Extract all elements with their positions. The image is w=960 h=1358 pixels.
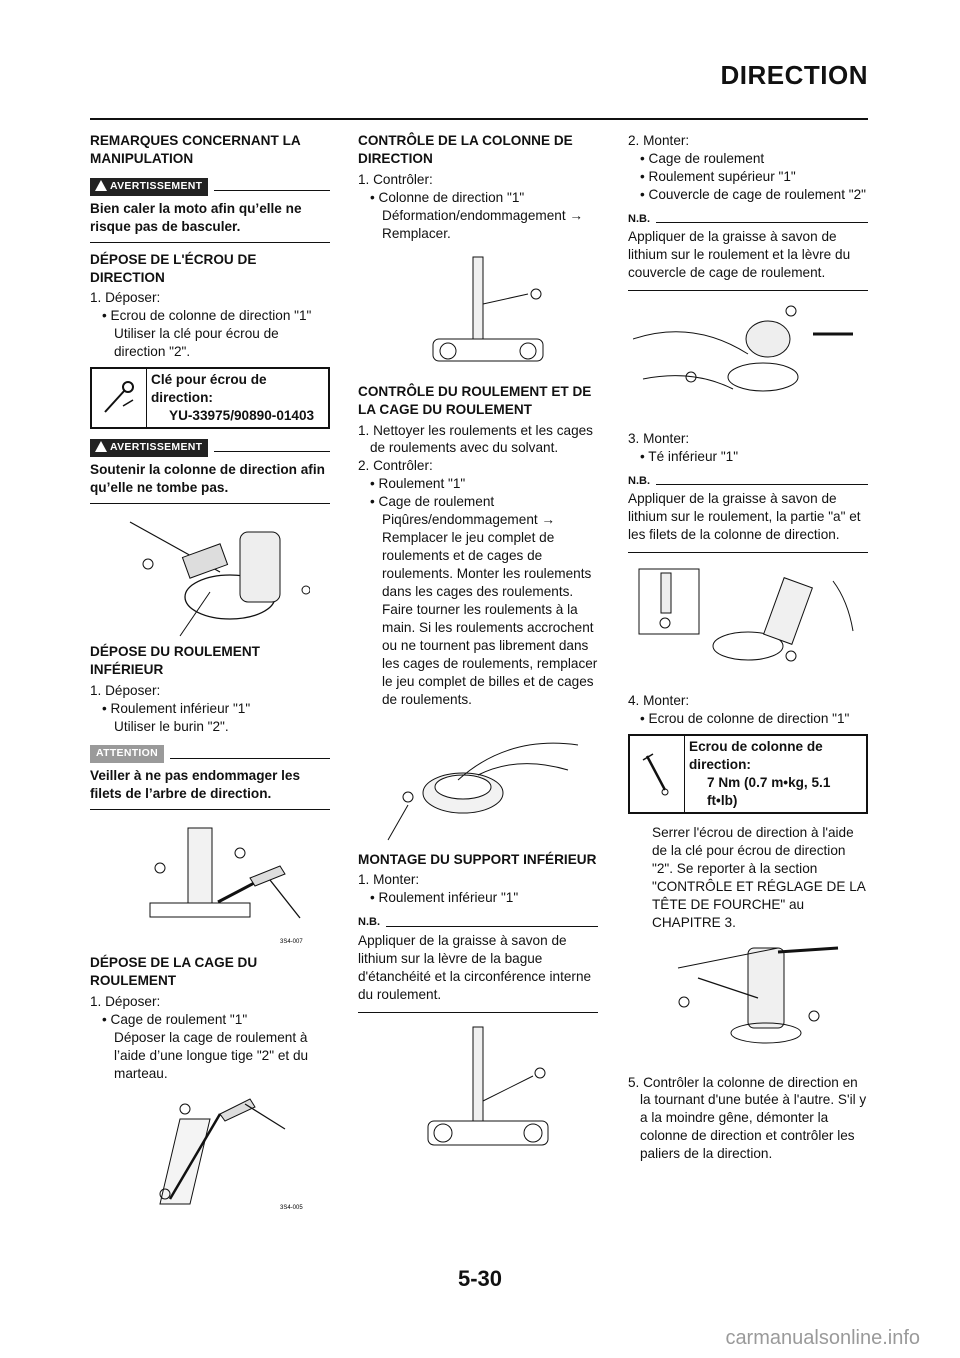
column-middle: [358, 132, 598, 1177]
watermark: carmanualsonline.info: [725, 1327, 920, 1349]
bullet-text: • Ecrou de colonne de direction "1": [102, 308, 312, 324]
figure-code: 3S4-005: [280, 1204, 303, 1211]
tool-value: 7 Nm (0.7 m•kg, 5.1 ft•lb): [707, 775, 831, 808]
lower-bracket-install-illustration: [633, 561, 863, 686]
note-text: Appliquer de la graisse à savon de lithium sur le roulement et la lèvre du couvercle de cage de roulement.: [628, 228, 868, 291]
attention-text: Veiller à ne pas endommager les filets de l’arbre de direction.: [90, 767, 330, 810]
note-header: [628, 474, 868, 489]
bearing-removal-illustration: [110, 818, 310, 948]
sub-text: Utiliser le burin "2".: [114, 718, 229, 734]
bullet-text: • Roulement inférieur "1": [102, 700, 251, 716]
bullet-text: • Roulement supérieur "1": [640, 168, 796, 184]
divider: [170, 758, 330, 759]
bullet-text: • Roulement inférieur "1": [370, 890, 519, 906]
page-number: 5-30: [457, 1266, 503, 1291]
note-text: Appliquer de la graisse à savon de lithium sur le roulement, la partie "a" et les filets de la colonne de direction.: [628, 490, 868, 553]
step-text: 1. Monter:: [358, 872, 420, 888]
note-label: N.B.: [628, 474, 650, 487]
header-rule: [90, 118, 868, 120]
tool-box-1: [90, 367, 330, 429]
divider: [214, 190, 330, 191]
column-left: [90, 132, 330, 1220]
heading-depose-roulement: DÉPOSE DU ROULEMENT INFÉRIEUR: [90, 643, 260, 677]
heading-remarques: REMARQUES CONCERNANT LA MANIPULATION: [90, 133, 301, 166]
warning-badge: AVERTISSEMENT: [90, 178, 208, 196]
warning-badge: AVERTISSEMENT: [90, 439, 208, 457]
sub-text: Serrer l'écrou de direction à l'aide de la clé pour écrou de direction "2". Se reporter à la section "CONTRÔLE ET RÉGLAGE DE LA TÊTE DE FOURCHE" au CHAPITRE 3.: [652, 824, 866, 930]
heading-montage-support: MONTAGE DU SUPPORT INFÉRIEUR: [358, 851, 597, 867]
step-text: 3. Monter:: [628, 431, 690, 447]
bullet-text: • Roulement "1": [370, 476, 466, 492]
tool-box-2: [628, 734, 868, 814]
sub-text: Déposer la cage de roulement à l’aide d’une longue tige "2" et du marteau.: [114, 1029, 309, 1081]
sub-text: Utiliser la clé pour écrou de direction "2".: [114, 326, 279, 360]
divider: [656, 222, 868, 223]
bullet-text: • Cage de roulement "1": [102, 1012, 248, 1028]
sub-text: Piqûres/endommagement → Remplacer le jeu complet de roulements et de cages de roulements. Monter les roulements dans les cages des roulements. Faire tourner les roulements à la main. Si les roulements accrochent ou ne tournent pas librement dans les cages de roulements, remplacer le jeu complet de billes et de cages de roulements.: [382, 512, 598, 707]
tool-name: Ecrou de colonne de direction:: [689, 739, 823, 773]
attention-header: [90, 745, 330, 763]
sub-text: Déformation/endommagement → Remplacer.: [382, 207, 583, 241]
bullet-text: • Té inférieur "1": [640, 449, 739, 465]
steering-nut-tighten-illustration: [638, 938, 858, 1068]
step-text: 1. Déposer:: [90, 682, 161, 698]
upper-bearing-illustration: [633, 299, 863, 424]
attention-badge: ATTENTION: [90, 745, 164, 763]
warning-header-2: [90, 439, 330, 457]
steering-stem-illustration: [378, 249, 578, 377]
step-text: 5. Contrôler la colonne de direction en la tournant d'une butée à l'autre. S'il y a la moindre gêne, démonter la colonne de direction et contrôler les paliers de la direction.: [628, 1074, 867, 1162]
torque-wrench-icon: [630, 736, 685, 812]
divider: [386, 926, 598, 927]
tool-name: Clé pour écrou de direction:: [151, 372, 267, 406]
bullet-text: • Cage de roulement: [640, 150, 765, 166]
step-text: 1. Contrôler:: [358, 171, 433, 187]
bullet-text: • Ecrou de colonne de direction "1": [640, 711, 850, 727]
note-header: [628, 212, 868, 227]
note-text: Appliquer de la graisse à savon de lithium sur la lèvre de la bague d'étanchéité et la circonférence interne du roulement.: [358, 932, 598, 1013]
step-text: 1. Nettoyer les roulements et les cages de roulements avec du solvant.: [358, 422, 593, 456]
column-right: [628, 132, 868, 1163]
warning-text-1: Bien caler la moto afin qu’elle ne risque pas de basculer.: [90, 200, 330, 243]
race-removal-illustration: [110, 1089, 310, 1214]
heading-depose-cage: DÉPOSE DE LA CAGE DU ROULEMENT: [90, 955, 258, 989]
bearing-check-illustration: [368, 715, 588, 845]
heading-depose-ecrou: DÉPOSE DE L'ÉCROU DE DIRECTION: [90, 251, 257, 285]
bullet-text: • Colonne de direction "1": [370, 189, 525, 205]
divider: [656, 484, 868, 485]
bullet-text: • Couvercle de cage de roulement "2": [640, 186, 866, 202]
tool-value: YU-33975/90890-01403: [169, 408, 315, 424]
step-text: 4. Monter:: [628, 693, 690, 709]
note-label: N.B.: [628, 212, 650, 225]
step-text: 1. Déposer:: [90, 994, 161, 1010]
heading-controle-roulement: CONTRÔLE DU ROULEMENT ET DE LA CAGE DU ROULEMENT: [358, 383, 592, 417]
note-label: N.B.: [358, 916, 380, 929]
wrench-icon: [92, 369, 147, 427]
steering-nut-illustration: [110, 512, 310, 637]
warning-header-1: [90, 178, 330, 196]
page-title: DIRECTION: [720, 60, 868, 90]
divider: [214, 451, 330, 452]
step-text: 1. Déposer:: [90, 290, 161, 306]
warning-text-2: Soutenir la colonne de direction afin qu’elle ne tombe pas.: [90, 461, 330, 504]
bullet-text: • Cage de roulement: [370, 494, 495, 510]
heading-controle-colonne: CONTRÔLE DE LA COLONNE DE DIRECTION: [358, 133, 573, 166]
step-text: 2. Monter:: [628, 133, 690, 148]
note-header: [358, 915, 598, 930]
figure-code: 3S4-007: [280, 939, 303, 946]
lower-bracket-illustration: [378, 1021, 578, 1171]
step-text: 2. Contrôler:: [358, 458, 433, 474]
